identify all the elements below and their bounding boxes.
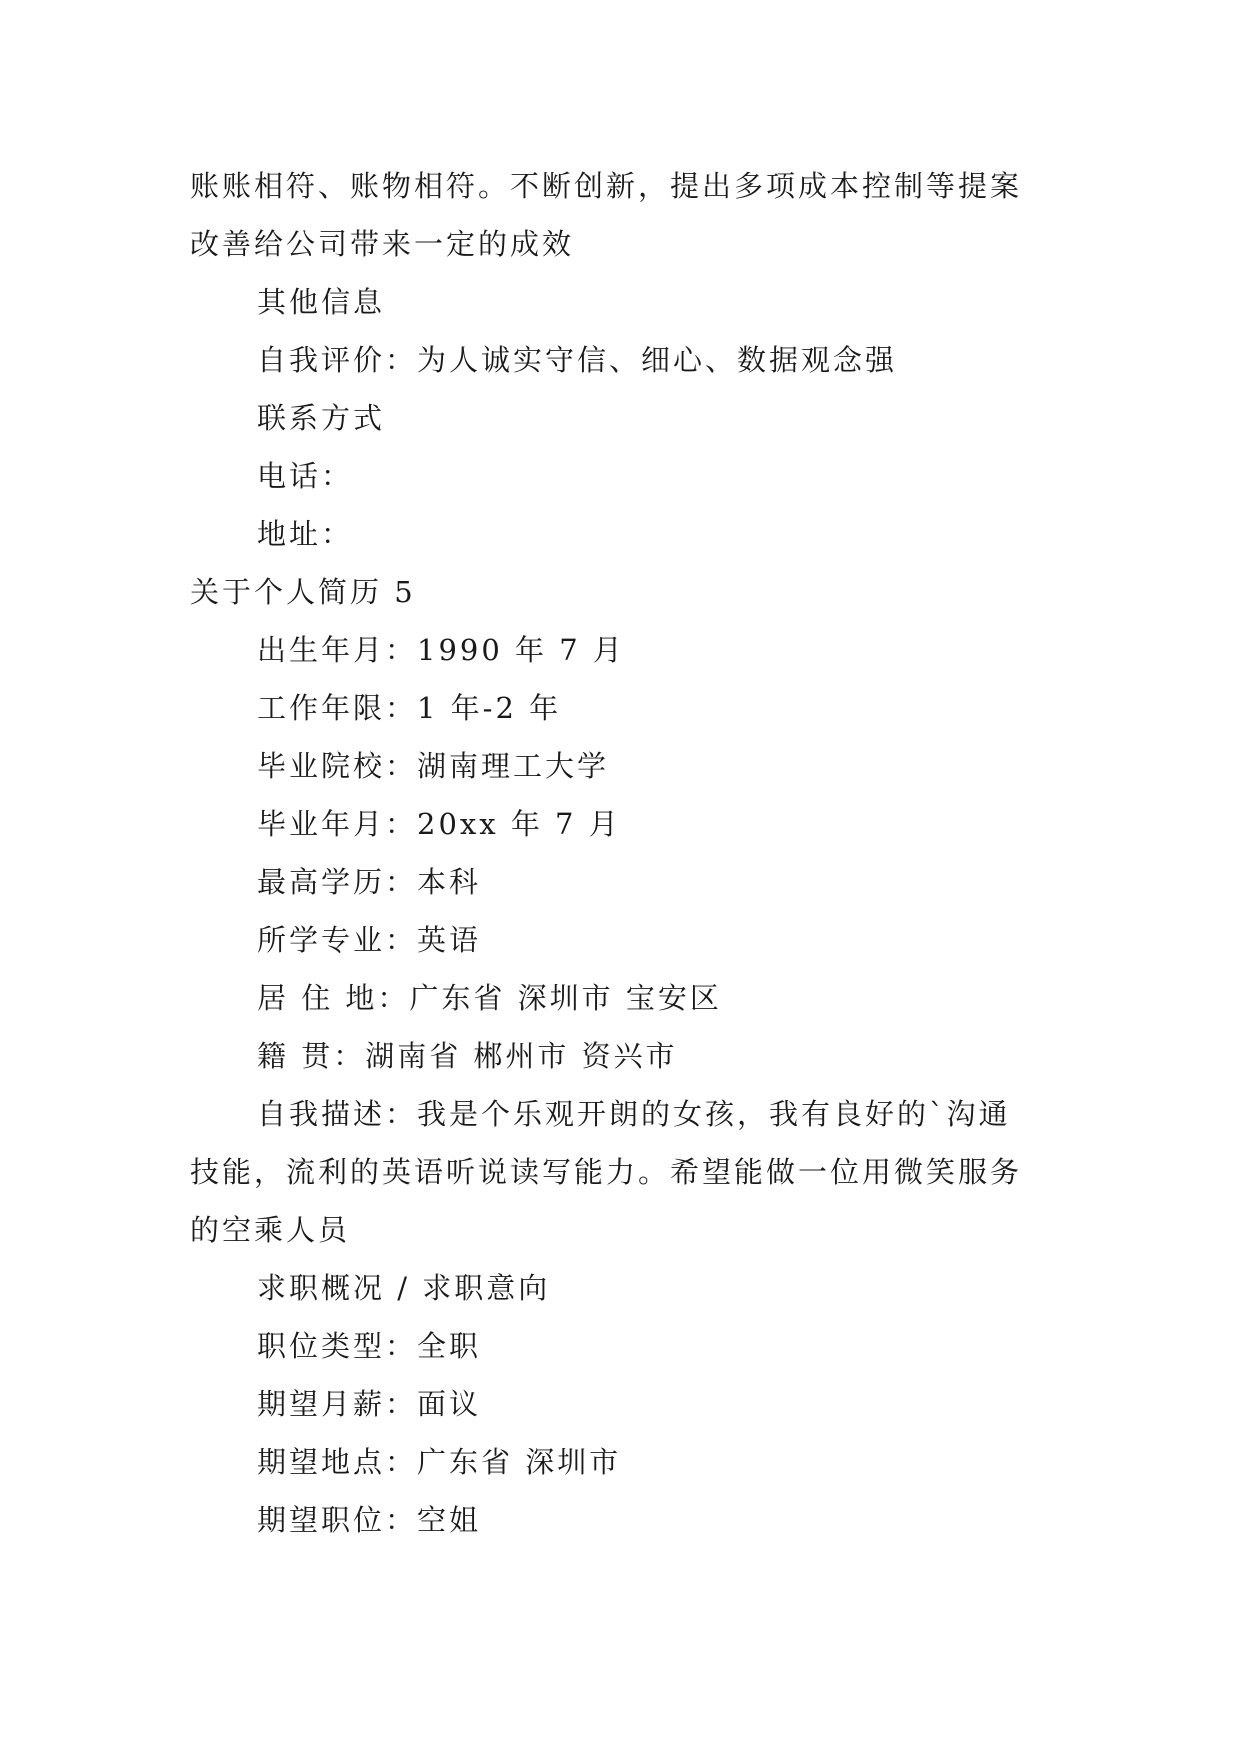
work-years-line: 工作年限：1 年-2 年	[257, 691, 562, 725]
native-place-line: 籍 贯：湖南省 郴州市 资兴市	[257, 1039, 678, 1073]
residence-line: 居 住 地：广东省 深圳市 宝安区	[257, 981, 722, 1015]
expected-location-line: 期望地点：广东省 深圳市	[257, 1445, 622, 1479]
job-type-line: 职位类型：全职	[257, 1329, 482, 1363]
section-heading-job-intention: 求职概况 / 求职意向	[257, 1271, 551, 1305]
self-evaluation-line: 自我评价：为人诚实守信、细心、数据观念强	[257, 343, 898, 377]
school-line: 毕业院校：湖南理工大学	[257, 749, 610, 783]
graduation-date-line: 毕业年月：20xx 年 7 月	[257, 807, 621, 841]
education-line: 最高学历：本科	[257, 865, 482, 899]
self-description-line: 自我描述：我是个乐观开朗的女孩，我有良好的`沟通	[257, 1097, 1011, 1131]
section-heading-contact: 联系方式	[257, 401, 386, 435]
birth-date-line: 出生年月：1990 年 7 月	[257, 633, 625, 667]
address-line: 地址：	[257, 517, 354, 551]
expected-position-line: 期望职位：空姐	[257, 1503, 482, 1537]
section-heading-other-info: 其他信息	[257, 285, 386, 319]
phone-line: 电话：	[257, 459, 354, 493]
resume-title: 关于个人简历 5	[190, 575, 416, 609]
paragraph-line: 技能，流利的英语听说读写能力。希望能做一位用微笑服务	[190, 1155, 1023, 1189]
major-line: 所学专业：英语	[257, 923, 482, 957]
paragraph-line: 改善给公司带来一定的成效	[190, 227, 575, 261]
paragraph-line: 的空乘人员	[190, 1213, 351, 1247]
paragraph-line: 账账相符、账物相符。不断创新，提出多项成本控制等提案	[190, 169, 1023, 203]
expected-salary-line: 期望月薪：面议	[257, 1387, 482, 1421]
